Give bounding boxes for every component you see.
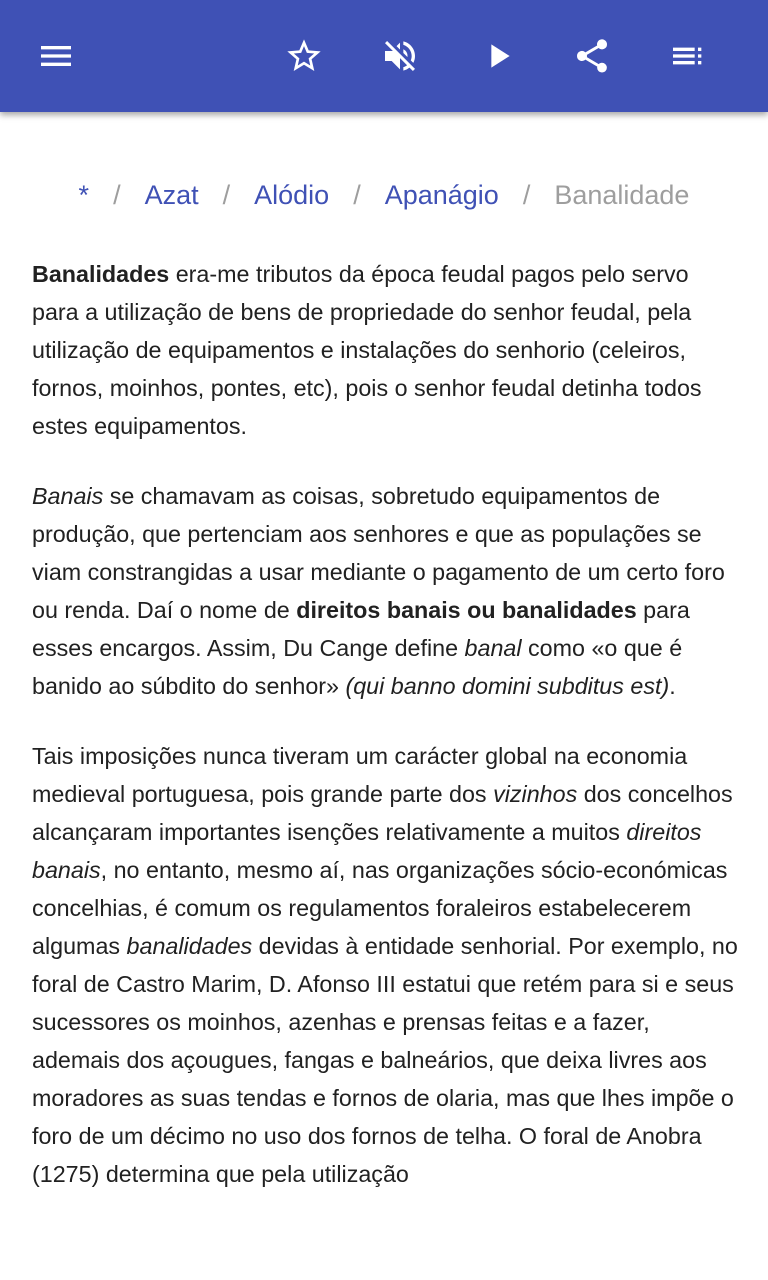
article-paragraph [32, 477, 740, 705]
italic-text: vizinhos [493, 781, 578, 807]
breadcrumb-item[interactable]: * [78, 180, 90, 210]
breadcrumb-item[interactable]: Azat [144, 180, 199, 210]
text-run: devidas à entidade senhorial. Por exemplo, no foral de Castro Marim, D. Afonso III estatui que retém para si e seus sucessores os moinhos, azenhas e prensas feitas e a fazer, ademais dos açougues, fangas e balneários, que deixa livres aos moradores as suas tendas e fornos de olaria, mas que lhes impõe o foro de um décimo no uso dos fornos de telha. O foral de Anobra (1275) determina que pela utilização [32, 933, 738, 1187]
breadcrumb [0, 180, 768, 211]
italic-text: direitos banais [32, 819, 702, 883]
breadcrumb-current: Banalidade [554, 180, 690, 210]
text-run: , no entanto, mesmo aí, nas organizações sócio-económicas concelhias, é comum os regulamentos foraleiros estabelecerem algumas [32, 857, 728, 959]
text-run: dos concelhos alcançaram importantes isenções relativamente a muitos [32, 781, 733, 845]
play-button[interactable] [474, 32, 522, 80]
italic-text: (qui banno domini subditus est) [345, 673, 670, 699]
app-bar [0, 0, 768, 112]
favorite-button[interactable] [280, 32, 328, 80]
article-paragraph [32, 737, 740, 1193]
playlist-icon [668, 36, 708, 76]
bold-text: Banalidades [32, 261, 170, 287]
breadcrumb-item[interactable]: Alódio [254, 180, 330, 210]
breadcrumb-separator: / [353, 180, 361, 210]
text-run: Tais imposições nunca tiveram um carácter global na economia medieval portuguesa, pois grande parte dos [32, 743, 688, 807]
volume-off-icon [380, 36, 420, 76]
mute-button[interactable] [376, 32, 424, 80]
text-run: era-me tributos da época feudal pagos pelo servo para a utilização de bens de propriedade do senhor feudal, pela utilização de equipamentos e instalações do senhorio (celeiros, fornos, moinhos, pontes, etc), pois o senhor feudal detinha todos estes equipamentos. [32, 261, 702, 439]
bold-text: direitos banais ou banalidades [296, 597, 637, 623]
breadcrumb-separator: / [113, 180, 121, 210]
article-paragraph [32, 255, 740, 445]
text-run: se chamavam as coisas, sobretudo equipamentos de produção, que pertenciam aos senhores e que as populações se viam constrangidas a usar mediante o pagamento de um certo foro ou renda. Daí o nome de [32, 483, 725, 623]
share-button[interactable] [568, 32, 616, 80]
italic-text: banal [464, 635, 522, 661]
article-content [32, 255, 740, 1225]
contents-button[interactable] [664, 32, 712, 80]
text-run: para esses encargos. Assim, Du Cange define [32, 597, 690, 661]
text-run: como «o que é banido ao súbdito do senhor» [32, 635, 683, 699]
breadcrumb-item[interactable]: Apanágio [384, 180, 499, 210]
text-run: . [669, 673, 676, 699]
star-outline-icon [284, 36, 324, 76]
breadcrumb-separator: / [522, 180, 531, 210]
italic-text: banalidades [126, 933, 253, 959]
menu-button[interactable] [32, 32, 80, 80]
italic-text: Banais [32, 483, 104, 509]
share-icon [572, 36, 612, 76]
breadcrumb-separator: / [222, 180, 231, 210]
menu-icon [36, 36, 76, 76]
play-icon [478, 36, 518, 76]
